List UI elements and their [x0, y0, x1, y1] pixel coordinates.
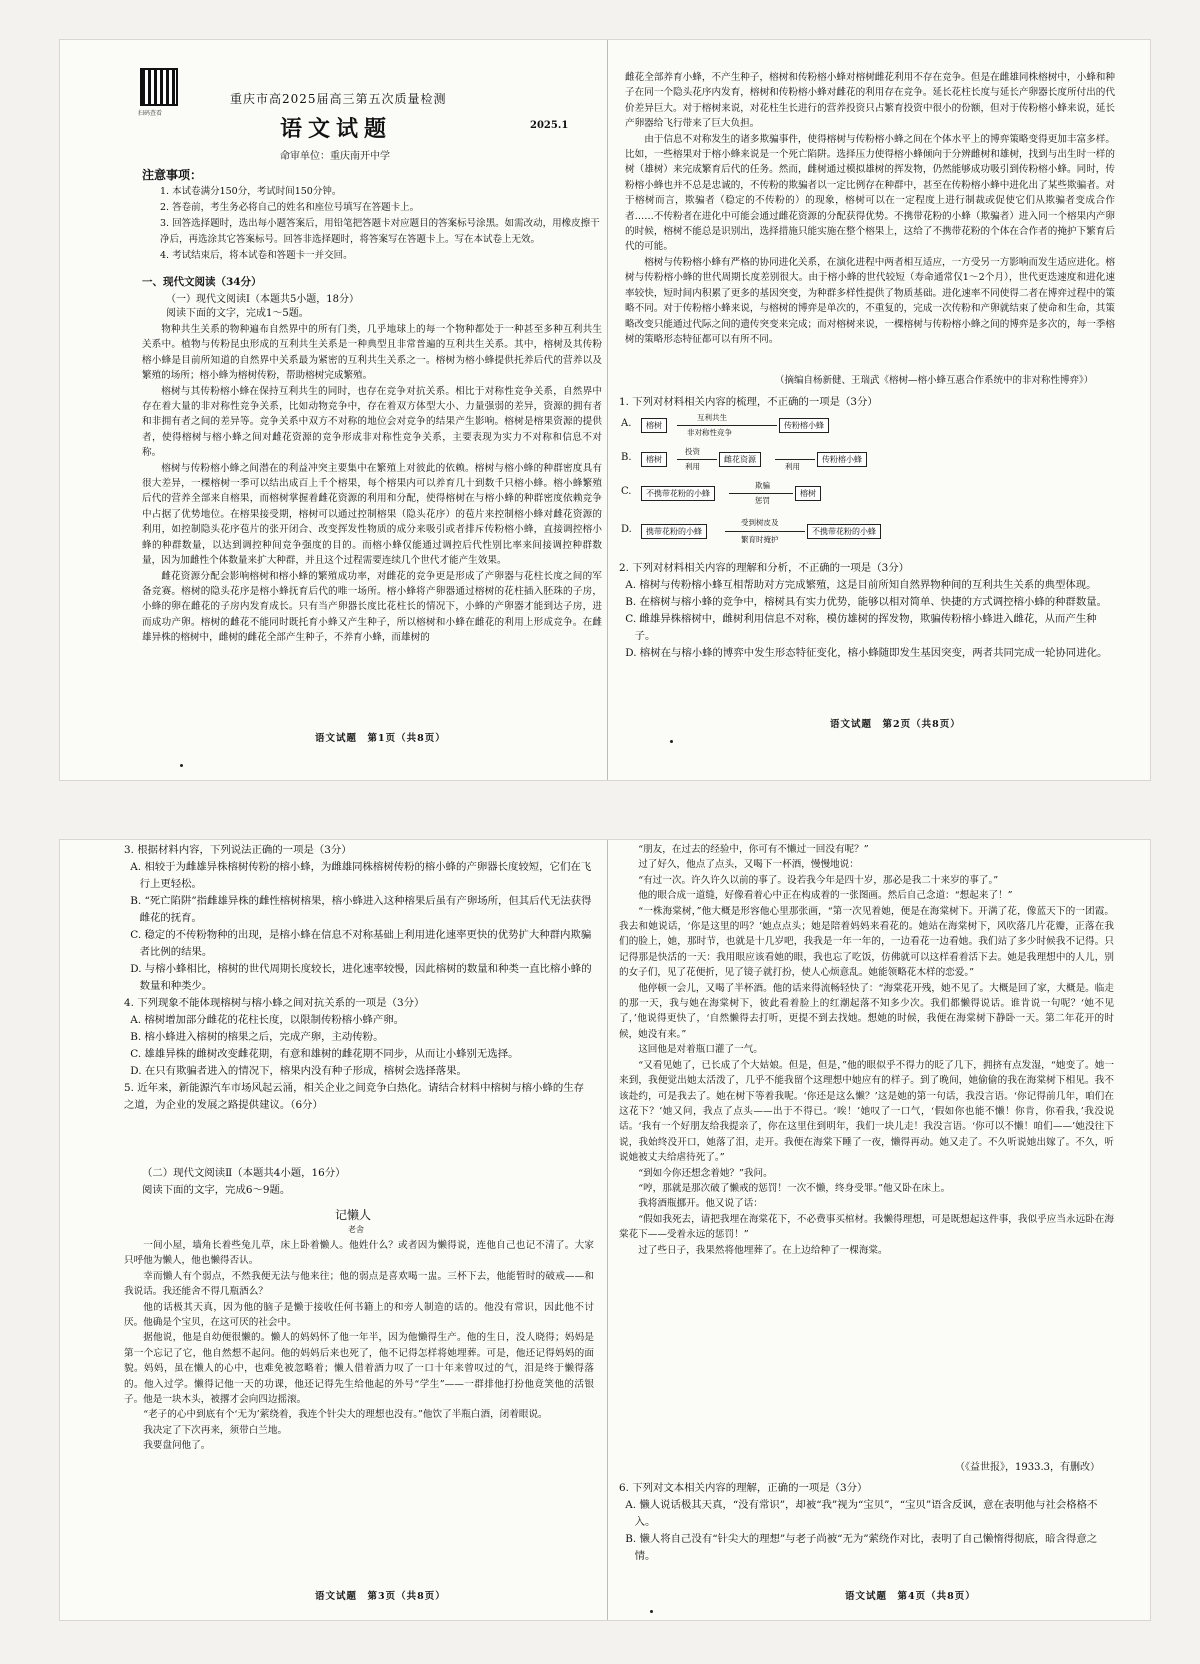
story-body — [619, 842, 1114, 1460]
diagram-label: 欺骗 — [755, 481, 770, 490]
fold-line — [607, 840, 608, 1620]
diagram-node: 榕树 — [641, 418, 667, 433]
fold-line — [607, 40, 608, 780]
paragraph: 这回他是对着瓶口灌了一气。 — [638, 1044, 763, 1056]
page-4 — [615, 840, 1120, 1620]
paragraph: “朋友，在过去的经验中，你可有不懒过一回没有呢？” — [638, 844, 869, 855]
paragraph: “有过一次。许久许久以前的事了。设若我今年是四十岁，那必是我二十来岁的事了。” — [638, 874, 999, 886]
paragraph: “假如我死去，请把我埋在海棠花下，不必费事买棺材。我懒得理想，可是既想起这件事，我似乎应当永远卧在海棠花下——受着永远的惩罚！” — [619, 1213, 1114, 1241]
paragraph: “一株海棠树，”他大概是形容他心里那张画，“第一次见着她，便是在海棠树下。开满了花，像蓝天下的一团霞。我去和她说话，‘你是这里的吗？’她点点头；她是陪着妈妈来看花的。她站在海棠树下，风吹落几片花瓣，正落在我们的脸上，她，那时节，也就是十几岁吧，我我是一年一年的，一边看花一边看她。我们站了多少时候我不记得。只记得那是快活的一天：我用眼应该看她的眼，我也忘了吃饭，仿佛就可以这样看着活下去。她是我理想中的人儿，别的女子们，见了花便折，见了镜子就打扮，使人心烦意乱。她能领略花木样的恋爱。” — [619, 905, 1114, 979]
paragraph: 过了好久，他点了点头，又喝下一杯酒，慢慢地说： — [638, 859, 859, 871]
diagram-label: 利用 — [785, 462, 800, 471]
section-heading: 一、现代文阅读（34分） — [142, 276, 262, 288]
paragraph: 一间小屋，墙角长着些兔儿草，床上卧着懒人。他姓什么？或者因为懒得说，连他自己也记不清了。大家只呼他为懒人，他也懒得否认。 — [124, 1240, 594, 1267]
question-option: C. 雄雄异株的雌树改变雌花期，有意和雄树的雌花期不同步，从而让小蜂别无选择。 — [130, 1048, 519, 1060]
source-citation: （摘编自杨新健、王瑞武《榕树—榕小蜂互惠合作系统中的非对称性博弈》） — [775, 375, 1094, 386]
question-1 — [619, 394, 1109, 411]
paragraph: 过了些日子，我果然将他埋葬了。在上边给种了一棵海棠。 — [638, 1244, 888, 1256]
scan-speck — [180, 764, 183, 767]
paragraph: 据他说，他是自幼便很懒的。懒人的妈妈怀了他一年半，因为他懒得生产。他的生日，没人晓得；妈妈是第一个忘记了它，他自然想不起问。他的妈妈后来也死了，他不记得怎样将她埋葬。可是，他还记得妈妈的面貌。妈妈，虽在懒人的心中，也难免被忽略着；懒人借着酒力叹了一口十年来曾叹过的气，泪是终于懒得落的。他入过学。懒得记他一天的功课，他还记得先生给他起的外号“学生”——一群排他打扮他竟笑他的活银子。他是一块木头，被撂才会向四边摇滚。 — [124, 1332, 594, 1406]
notice-item: 2. 答卷前，考生务必将自己的姓名和座位号填写在答题卡上。 — [160, 202, 420, 213]
question-option: A. 榕树增加部分雌花的花柱长度，以限制传粉榕小蜂产卵。 — [130, 1014, 405, 1026]
scan-speck — [650, 1610, 653, 1613]
diagram-label: 繁育时掩护 — [741, 535, 779, 544]
page-1 — [120, 40, 600, 780]
question-stem: 5. 近年来，新能源汽车市场风起云涌，相关企业之间竞争白热化。请结合材料中榕树与榕小蜂的生存之道，为企业的发展之路提供建议。（6分） — [124, 1082, 585, 1111]
option-label: B. — [621, 452, 632, 463]
notice-list — [160, 184, 600, 264]
question-option: D. 在只有欺骗者进入的情况下，榕果内没有种子形成，榕树会选择落果。 — [130, 1065, 467, 1077]
paragraph: “老子的心中到底有个‘无为’萦绕着，我连个针尖大的理想也没有。”他饮了半瓶白酒，闭着眼说。 — [143, 1409, 548, 1421]
notice-heading: 注意事项： — [142, 168, 203, 182]
diagram-node: 榕树 — [795, 486, 821, 501]
question-option: B. 榕小蜂进入榕树的榕果之后，完成产卵，主动传粉。 — [130, 1031, 384, 1043]
paragraph: 榕树与传粉榕小蜂有严格的协同进化关系，在演化进程中两者相互适应，一方受另一方影响而发生适应进化。榕树与传粉榕小蜂的世代周期长度差别很大。由于榕小蜂的世代较短（寿命通常仅1～2个月），世代更迭速度和进化速率较快，短时间内积累了更多的基因突变，为种群多样性提供了物质基础。进化速率不同使得二者在博弈过程中的策略不同。对于传粉榕小蜂来说，与榕树的博弈是单次的，不重复的，完成一次传粉和产卵就结束了使命和生命，其策略改变只能通过代际之间的遗传突变来完成；而对榕树来说，一棵榕树与传粉榕小蜂之间的博弈是多次的，每一季榕树的策略形态特征都可以有所不同。 — [625, 256, 1115, 345]
question-1-diagram — [621, 413, 935, 554]
diagram-label: 非对称性竞争 — [687, 428, 732, 437]
diagram-label: 利用 — [685, 462, 700, 471]
paragraph: 他停顿一会儿，又喝了半杯酒。他的话来得流畅轻快了：“海棠花开残，她不见了。大概是回了家，大概是。临走的那一天，我与她在海棠树下，彼此看着脸上的红潮起落不知多少次。我们都懒得说话。谁肯说一句呢？‘她不见了，’他说得更快了，‘自然懒得去打听，更提不到去找她。想她的时候，我便在海棠树下静卧一天。第二年花开的时候，她没有来。” — [619, 982, 1114, 1040]
page-footer: 语文试题 第2页（共8页） — [830, 719, 961, 730]
paragraph: 他的话极其天真，因为他的脑子是懒于接收任何书籍上的和旁人制造的话的。他没有常识，因此他不讨厌。他确是个宝贝，在这可厌的社会中。 — [124, 1301, 594, 1329]
question-option: C. 雌雄异株榕树中，雌树利用信息不对称，模仿雄树的挥发物，欺骗传粉榕小蜂进入雌花，从而产生种子。 — [625, 613, 1097, 642]
question-stem: 6. 下列对文本相关内容的理解，正确的一项是（3分） — [619, 1482, 868, 1494]
diagram-label: 互利共生 — [697, 413, 727, 422]
paragraph: 雌花全部养育小蜂，不产生种子，榕树和传粉榕小蜂对榕树雌花利用不存在竞争。但是在雌雄同株榕树中，小蜂和种子在同一个隐头花序内发育，榕树和传粉榕小蜂对雌花的利用存在竞争。延长花柱长度与延长产卵器长度所付出的代价差异巨大。对于榕树来说，对花柱生长进行的营养投资只占繁育投资中很小的份额，但对于传粉榕小蜂来说，延长产卵器给飞行带来了巨大负担。 — [625, 72, 1115, 130]
notice-item: 3. 回答选择题时，选出每小题答案后，用铅笔把答题卡对应题目的答案标号涂黑。如需改动，用橡皮擦干净后，再选涂其它答案标号。回答非选择题时，将答案写在答题卡上。写在本试卷上无效。 — [160, 218, 600, 245]
page-footer: 语文试题 第4页（共8页） — [845, 1591, 976, 1602]
question-3 — [124, 842, 594, 1114]
question-stem: 3. 根据材料内容，下列说法正确的一项是（3分） — [124, 844, 352, 856]
diagram-node: 不携带花粉的小蜂 — [641, 486, 715, 501]
bottom-sheet — [60, 840, 1150, 1620]
story-author: 老舍 — [348, 1225, 364, 1234]
paragraph: 我要盘问他了。 — [143, 1440, 211, 1452]
diagram-arrow — [775, 459, 815, 460]
paragraph: “到如今你还想念着她？”我问。 — [638, 1167, 773, 1179]
passage-body — [142, 322, 602, 704]
paragraph: 我决定了下次再来，须带白兰地。 — [143, 1424, 288, 1436]
exam-title: 重庆市高2025届高三第五次质量检测 — [230, 92, 447, 106]
question-stem: 4. 下列现象不能体现榕树与榕小蜂之间对抗关系的一项是（3分） — [124, 997, 425, 1009]
page-footer: 语文试题 第3页（共8页） — [315, 1591, 446, 1602]
diagram-arrow — [677, 425, 777, 426]
option-label: C. — [621, 486, 632, 497]
question-option: B. “死亡陷阱”指雌雄异株的雌性榕树榕果，榕小蜂进入这种榕果后虽有产卵场所，但其后代无法获得雌花的抚育。 — [130, 895, 592, 924]
diagram-node: 携带花粉的小蜂 — [641, 524, 707, 539]
diagram-node: 榕树 — [641, 452, 667, 467]
paragraph: 幸而懒人有个弱点，不然我便无法与他来往；他的弱点是喜欢喝一盅。三杯下去，他能暂时的破戒——和我说话。我还能舍不得几瓶酒么？ — [124, 1270, 594, 1298]
question-option: A. 懒人说话极其天真，“没有常识”，却被“我”视为“宝贝”，“宝贝”语含反讽，意在表明他与社会格格不入。 — [625, 1499, 1098, 1528]
question-option: A. 榕树与传粉榕小蜂互相帮助对方完成繁殖，这是目前所知自然界物种间的互利共生关系的典型体现。 — [625, 579, 1097, 591]
diagram-node: 不携带花粉的小蜂 — [807, 524, 881, 539]
page-2 — [615, 40, 1120, 780]
diagram-arrow — [677, 459, 717, 460]
exam-unit: 命审单位：重庆南开中学 — [280, 151, 390, 162]
reading-instruction: 阅读下面的文字，完成6～9题。 — [142, 1184, 291, 1196]
exam-date: 2025.1 — [530, 120, 569, 131]
diagram-node: 传粉榕小蜂 — [779, 418, 829, 433]
question-stem: 2. 下列对材料相关内容的理解和分析，不正确的一项是（3分） — [619, 562, 909, 574]
paragraph: 他的眼合成一道缝，好像看着心中正在构成着的一张图画。然后自己念道：“想起来了！” — [638, 890, 1013, 902]
paragraph: “又看见她了，已长成了个大姑娘。但是，但是，”他的眼似乎不得力的眨了几下，拥挤有点发湿，“她变了。她一来到，我便觉出她太活泼了，几乎不能我留个这理想中她应有的样子。到了晚间，她偷偷的我在海棠树下相见。我不该赴约，可是我去了。她在树下等着我呢。‘你还是这么懒？’这是她的第一句话，我没言语。‘你记得前几年，咱们在这花下？’她又问，我点了点头——出于不得已。‘唉！’她叹了一口气，‘假如你也能不懒！你肯，你看我，’我没说话。‘我有一个好朋友给我提亲了，你在这里住到明年，我们一块儿走！我没言语。‘你可以不懒！咱们——’她没往下说，我始终没开口，她落了泪，走开。我便在海棠下睡了一夜，懒得再动。她又走了。不久听说她出嫁了。不久，听说她被丈夫给虐待死了。” — [619, 1059, 1114, 1164]
diagram-arrow — [725, 531, 805, 532]
scan-speck — [670, 740, 673, 743]
diagram-arrow — [729, 493, 793, 494]
paragraph: “哼，那就是那次破了懒戒的惩罚！一次不懒，终身受罪。”他又卧在床上。 — [638, 1182, 951, 1194]
story-body — [124, 1238, 594, 1538]
paragraph: 榕树与传粉榕小蜂之间潜在的利益冲突主要集中在繁殖上对彼此的依赖。榕树与榕小蜂的种群密度具有很大差异，一棵榕树一季可以结出成百上千个榕果，每个榕果内可以养育几十到数千只榕小蜂。榕小蜂繁殖后代的营养全部来自榕果，而榕树掌握着雌花资源的利用和分配，使得榕树在与榕小蜂的种群密度依赖竞争中占据了优势地位。在榕果接受期，榕树可以通过控制榕果（隐头花序）的苞片来控制榕小蜂对雌花资源的利用，如控制隐头花序苞片的张开闭合、改变挥发性物质的成分来吸引或者排斥传粉榕小蜂，直接调控榕小蜂的种群数量，以达到调控种间竞争强度的目的。而榕小蜂仅能通过调控后代性别比率来间接调控种群数量，因为加雌性个体数量来扩大种群，并且这个过程需要连续几个世代才能产生效果。 — [142, 462, 602, 567]
diagram-label: 惩罚 — [755, 496, 770, 505]
question-option: C. 稳定的不传粉物种的出现，是榕小蜂在信息不对称基础上利用进化速率更快的优势扩大种群内欺骗者比例的结果。 — [130, 929, 592, 958]
question-option: D. 榕树在与榕小蜂的博弈中发生形态特征变化，榕小蜂随即发生基因突变，两者共同完成一轮协同进化。 — [625, 647, 1108, 659]
subsection-heading: （一）现代文阅读Ⅰ（本题共5小题，18分） — [166, 294, 360, 305]
diagram-label: 受到树皮及 — [741, 518, 779, 527]
notice-item: 1. 本试卷满分150分，考试时间150分钟。 — [160, 186, 342, 197]
option-label: A. — [621, 418, 632, 429]
question-option: B. 在榕树与榕小蜂的竞争中，榕树具有实力优势，能够以相对简单、快捷的方式调控榕小蜂的种群数量。 — [625, 596, 1108, 608]
page-3 — [120, 840, 600, 1620]
top-sheet — [60, 40, 1150, 780]
main-title: 语文试题 — [280, 116, 393, 142]
paragraph: 物种共生关系的物种遍布自然界中的所有门类，几乎地球上的每一个物种都处于一种甚至多种互利共生关系中。植物与传粉昆虫形成的互利共生关系是一种典型且非常普遍的互利共生关系。其中，榕树及其传粉榕小蜂是目前所知道的自然界中关系最为紧密的互利共生关系之一。榕树为榕小蜂提供托养后代的营养以及繁殖的场所；榕小蜂为榕树传粉，帮助榕树完成繁殖。 — [142, 324, 602, 382]
paragraph: 由于信息不对称发生的诸多欺骗事件，使得榕树与传粉榕小蜂之间在个体水平上的博弈策略变得更加丰富多样。比如，一些榕果对于榕小蜂来说是一个死亡陷阱。选择压力使得榕小蜂倾向于分辨雌树和雄树，找到与出生时一样的树（雄树）来完成繁育后代的任务。然而，雌树通过模拟雄树的挥发物，仍然能够成功吸引到传粉榕小蜂。同时，传粉榕小蜂也并不总是忠诚的，不传粉的欺骗者以一定比例存在种群中，甚至在传粉榕小蜂中进化出了某些欺骗者。对于榕树而言，欺骗者（稳定的不传粉的）的现象，榕树可以在一定程度上进行制裁或促使它们从欺骗者变成合作者……不传粉者在进化中可能会通过雌花资源的分配获得优势。不携带花粉的小蜂（欺骗者）进入同一个榕果内产卵的时候，榕树不能总是识别出，选择措施只能实施在整个榕果上，这给了不携带花粉的个体在合作者的掩护下繁育后代的可能。 — [625, 133, 1115, 253]
story-title: 记懒人 — [335, 1208, 372, 1222]
page-footer: 语文试题 第1页（共8页） — [315, 733, 446, 744]
diagram-node: 雌花资源 — [719, 452, 761, 467]
qr-caption: 扫码查看 — [138, 110, 163, 117]
question-option: A. 相较于为雌雄异株榕树传粉的榕小蜂，为雌雄同株榕树传粉的榕小蜂的产卵器长度较短，它们在飞行上更轻松。 — [130, 861, 592, 890]
question-2 — [619, 560, 1114, 662]
paragraph: 雌花资源分配会影响榕树和榕小蜂的繁殖成功率，对雌花的竞争更是形成了产卵器与花柱长度之间的军备竞赛。榕树的隐头花序是榕小蜂抚育后代的唯一场所。榕小蜂将产卵器通过榕树的花柱插入胚珠的子房，小蜂的卵在雌花的子房内发育成长。只有当产卵器长度比花柱长的情况下，小蜂的产卵器才能到达子房，进而成功产卵。榕树的雌花不能同时既托育小蜂又产生种子，所以榕树和小蜂在雌花的利用上形成竞争。在雌雄异株的榕树中，雌树的雌花全部产生种子，不养育小蜂，而雄树的 — [142, 570, 602, 644]
qr-code — [142, 70, 176, 104]
passage-body — [625, 70, 1115, 370]
paragraph: 榕树与其传粉榕小蜂在保持互利共生的同时，也存在竞争对抗关系。相比于对称性竞争关系，自然界中存在着大量的非对称性竞争关系，比如动物竞争中，存在着双方体型大小、力量强弱的差异，资源的拥有者和非拥有者之间的差异等。竞争关系中双方不对称的地位会对竞争的结果产生影响。榕树是榕果资源的提供者，使得榕树与榕小蜂之间对雌花资源的竞争形成非对称性竞争关系，主要表现为实力不对称和信息不对称。 — [142, 385, 602, 459]
story-citation: （《益世报》，1933.3，有删改） — [955, 1462, 1100, 1473]
question-option: D. 与榕小蜂相比，榕树的世代周期长度较长，进化速率较慢，因此榕树的数量和种类一直比榕小蜂的数量和种类少。 — [130, 963, 592, 992]
diagram-node: 传粉榕小蜂 — [817, 452, 867, 467]
reading-instruction: 阅读下面的文字，完成1～5题。 — [166, 308, 309, 319]
paragraph: 我将酒瓶挪开。他又说了话： — [638, 1198, 763, 1210]
subsection-heading: （二）现代文阅读Ⅱ（本题共4小题，16分） — [142, 1167, 346, 1179]
diagram-label: 投资 — [685, 447, 700, 456]
notice-item: 4. 考试结束后，将本试卷和答题卡一并交回。 — [160, 250, 353, 261]
question-option: B. 懒人将自己没有“针尖大的理想”与老子尚被“无为”萦绕作对比，表明了自己懒惰得彻底，暗含得意之情。 — [625, 1533, 1098, 1562]
question-stem: 1. 下列对材料相关内容的梳理，不正确的一项是（3分） — [619, 396, 878, 408]
option-label: D. — [621, 524, 632, 535]
question-6 — [619, 1480, 1114, 1565]
